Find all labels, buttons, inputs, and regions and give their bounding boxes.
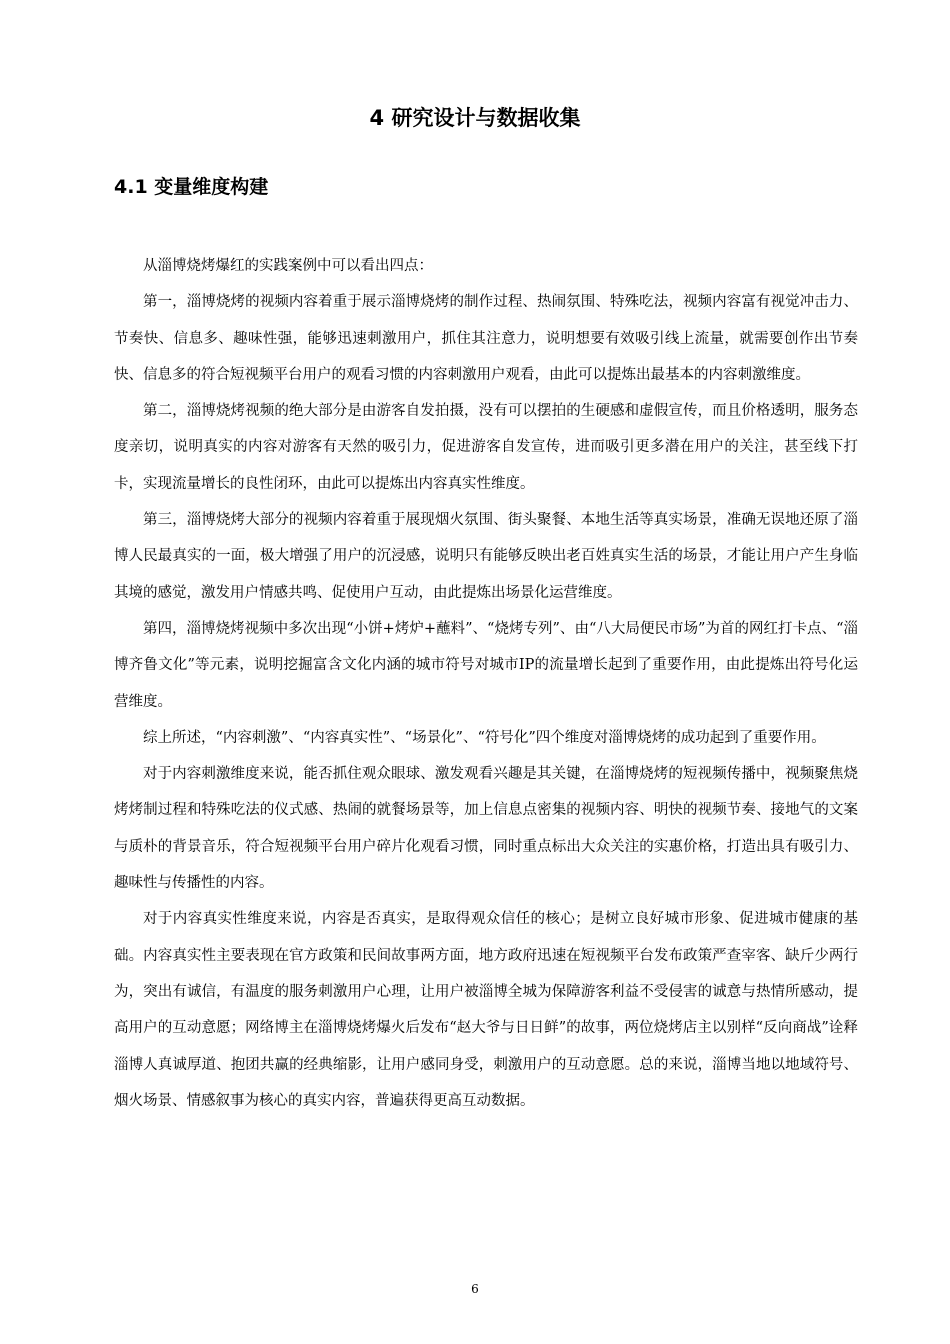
section-title: 4.1 变量维度构建	[114, 176, 269, 198]
paragraph: 综上所述，“内容刺激”、“内容真实性”、“场景化”、“符号化”四个维度对淄博烧烤的成功起到了重要作用。	[143, 729, 826, 746]
paragraph: 第四，淄博烧烤视频中多次出现“小饼+烤炉+蘸料”、“烧烤专列”、由“八大局便民市场”为首的网红打卡点、“淄博齐鲁文化”等元素，说明挖掘富含文化内涵的城市符号对城市IP的流量增长起到了重要作用，由此提炼出符号化运营维度。	[114, 620, 858, 710]
paragraph: 从淄博烧烤爆红的实践案例中可以看出四点：	[143, 258, 433, 274]
paragraph: 对于内容真实性维度来说，内容是否真实，是取得观众信任的核心；是树立良好城市形象、促进城市健康的基础。内容真实性主要表现在官方政策和民间故事两方面，地方政府迅速在短视频平台发布政策严查宰客、缺斤少两行为，突出有诚信，有温度的服务刺激用户心理，让用户被淄博全城为保障游客利益不受侵害的诚意与热情所感动，提高用户的互动意愿；网络博主在淄博烧烤爆火后发布“赵大爷与日日鲜”的故事，两位烧烤店主以别样“反向商战”诠释淄博人真诚厚道、抱团共赢的经典缩影，让用户感同身受，刺激用户的互动意愿。总的来说，淄博当地以地域符号、烟火场景、情感叙事为核心的真实内容，普遍获得更高互动数据。	[114, 911, 858, 1109]
body-text	[114, 248, 858, 1119]
paragraph: 第二，淄博烧烤视频的绝大部分是由游客自发拍摄，没有可以摆拍的生硬感和虚假宣传，而且价格透明，服务态度亲切，说明真实的内容对游客有天然的吸引力，促进游客自发宣传，进而吸引更多潜在用户的关注，甚至线下打卡，实现流量增长的良性闭环，由此可以提炼出内容真实性维度。	[114, 403, 858, 492]
paragraph: 对于内容刺激维度来说，能否抓住观众眼球、激发观看兴趣是其关键，在淄博烧烤的短视频传播中，视频聚焦烧烤烤制过程和特殊吃法的仪式感、热闹的就餐场景等，加上信息点密集的视频内容、明快的视频节奏、接地气的文案与质朴的背景音乐，符合短视频平台用户碎片化观看习惯，同时重点标出大众关注的实惠价格，打造出具有吸引力、趣味性与传播性的内容。	[114, 766, 858, 892]
chapter-title: 4 研究设计与数据收集	[369, 106, 581, 130]
paragraph: 第一，淄博烧烤的视频内容着重于展示淄博烧烤的制作过程、热闹氛围、特殊吃法，视频内容富有视觉冲击力、节奏快、信息多、趣味性强，能够迅速刺激用户，抓住其注意力，说明想要有效吸引线上流量，就需要创作出节奏快、信息多的符合短视频平台用户的观看习惯的内容刺激用户观看，由此可以提炼出最基本的内容刺激维度。	[114, 294, 858, 383]
paragraph: 第三，淄博烧烤大部分的视频内容着重于展现烟火氛围、街头聚餐、本地生活等真实场景，准确无误地还原了淄博人民最真实的一面，极大增强了用户的沉浸感，说明只有能够反映出老百姓真实生活的场景，才能让用户产生身临其境的感觉，激发用户情感共鸣、促使用户互动，由此提炼出场景化运营维度。	[114, 512, 858, 601]
page-number: 6	[471, 1282, 479, 1296]
